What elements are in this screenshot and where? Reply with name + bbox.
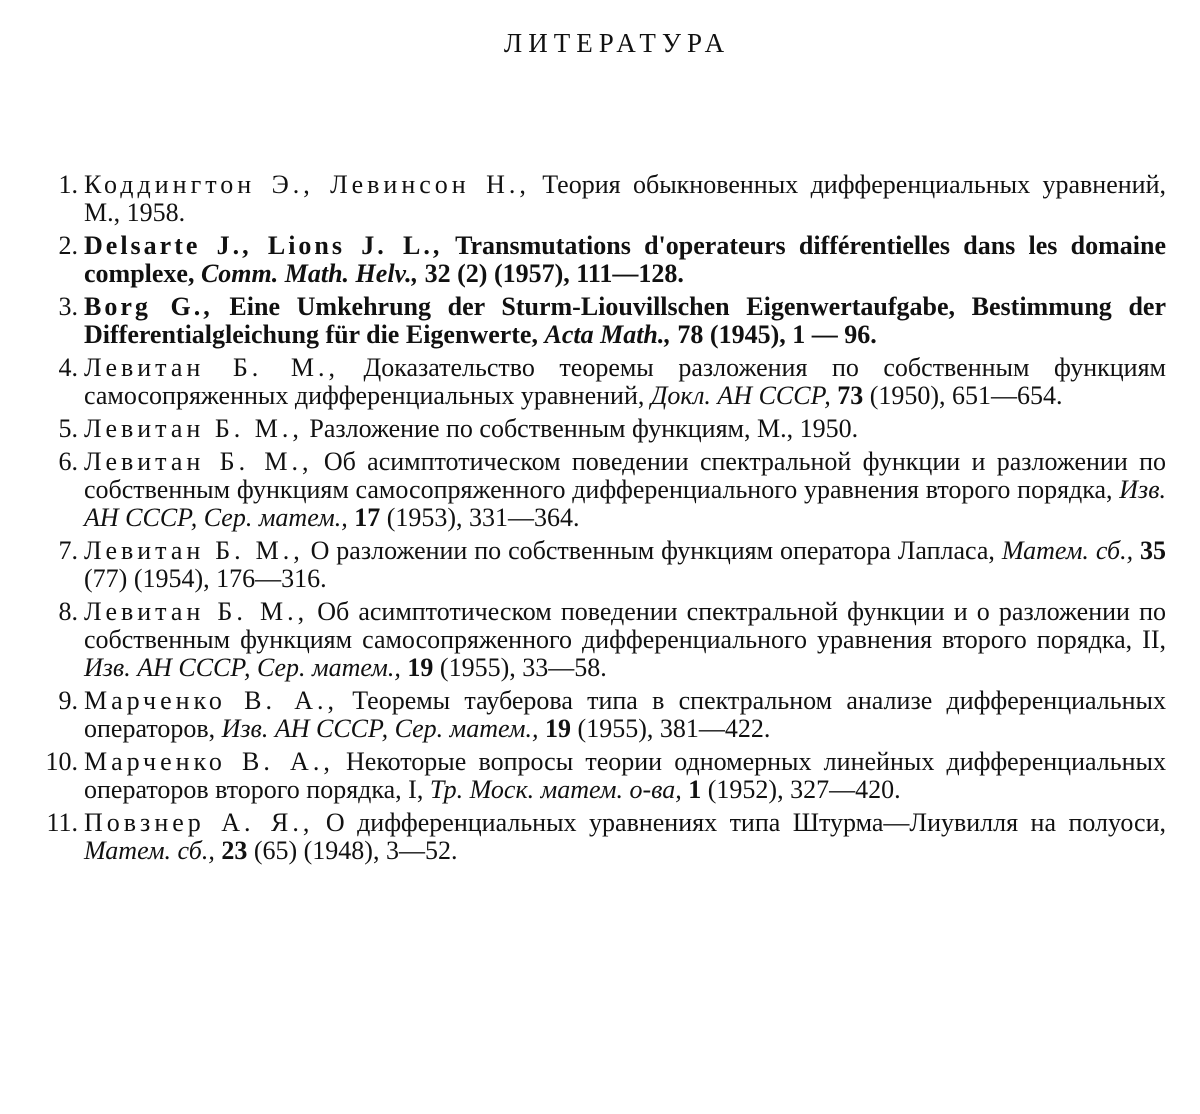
reference-volume: 78: [670, 320, 704, 349]
reference-source: Матем. сб.,: [84, 836, 215, 865]
reference-item: [28, 448, 1166, 532]
reference-item: [28, 293, 1166, 349]
reference-author: Левитан Б. М.,: [84, 536, 304, 565]
reference-body: [84, 354, 1166, 410]
reference-title: О дифференциальных уравнениях типа Штурма—Лиувилля на полуоси,: [313, 808, 1166, 837]
reference-body: [84, 809, 1166, 865]
reference-source: Acta Math.,: [544, 320, 671, 349]
reference-author: Левитан Б. М.,: [84, 353, 339, 382]
reference-item: [28, 354, 1166, 410]
reference-item: [28, 598, 1166, 682]
reference-title: Об асимптотическом поведении спектральной функции и о разложении по собственным функциям самосопряженного дифференциального уравнения второго порядка, II,: [84, 597, 1166, 654]
reference-title: О разложении по собственным функциям оператора Лапласа,: [303, 536, 1002, 565]
reference-pages: (1955), 33—58.: [433, 653, 607, 682]
reference-author: Левитан Б. М.,: [84, 447, 313, 476]
reference-author: Марченко В. А.,: [84, 686, 338, 715]
reference-volume: 19: [400, 653, 434, 682]
reference-source: Тр. Моск. матем. о-ва,: [429, 775, 682, 804]
reference-number: 1.: [58, 170, 78, 199]
reference-number: 11.: [46, 808, 78, 837]
reference-body: [84, 537, 1166, 593]
reference-item: [28, 748, 1166, 804]
page-title: ЛИТЕРАТУРА: [503, 28, 731, 58]
reference-item: [28, 687, 1166, 743]
reference-item: [28, 232, 1166, 288]
reference-body: [84, 171, 1166, 227]
reference-author: Марченко В. А.,: [84, 747, 334, 776]
reference-number: 6.: [58, 447, 78, 476]
reference-source: Матем. сб.,: [1001, 536, 1134, 565]
reference-volume: 1: [681, 775, 702, 804]
reference-volume: 17: [347, 503, 381, 532]
reference-title: Разложение по собственным функциям, М., 1950.: [302, 414, 859, 443]
reference-pages: (1952), 327—420.: [701, 775, 901, 804]
reference-source: Докл. АН СССР,: [650, 381, 831, 410]
reference-title: Некоторые вопросы теории одномерных линейных дифференциальных операторов второго порядка, I,: [84, 747, 1166, 804]
reference-pages: (1953), 331—364.: [380, 503, 580, 532]
reference-title: Доказательство теоремы разложения по собственным функциям самосопряженных дифференциальных уравнений,: [84, 353, 1166, 410]
reference-item: [28, 171, 1166, 227]
reference-title: Eine Umkehrung der Sturm-Liouvillschen Eigenwertaufgabe, Bestimmung der Differentialgleichung für die Eigenwerte,: [84, 292, 1166, 349]
reference-number: 5.: [58, 414, 78, 443]
reference-number: 8.: [58, 597, 78, 626]
reference-author: Borg G.,: [84, 292, 213, 321]
reference-body: [84, 748, 1166, 804]
reference-title: Теоремы тауберова типа в спектральном анализе дифференциальных операторов,: [84, 686, 1167, 743]
reference-title: Об асимптотическом поведении спектральной функции и разложении по собственным функциям самосопряженного дифференциального уравнения второго порядка,: [84, 447, 1166, 504]
reference-item: [28, 415, 1166, 443]
reference-body: [84, 598, 1166, 682]
reference-title: Теория обыкновенных дифференциальных уравнений, М., 1958.: [84, 170, 1166, 227]
reference-volume: 35: [1133, 536, 1167, 565]
reference-list: [28, 171, 1166, 865]
reference-author: Повзнер А. Я.,: [84, 808, 314, 837]
reference-author: Левитан Б. М.,: [84, 597, 309, 626]
reference-source: Изв. АН СССР, Сер. матем.,: [84, 653, 401, 682]
reference-body: [84, 232, 1166, 288]
reference-pages: (65) (1948), 3—52.: [247, 836, 458, 865]
reference-number: 7.: [58, 536, 78, 565]
reference-volume: 32: [418, 259, 451, 288]
reference-volume: 19: [538, 714, 572, 743]
reference-title: Transmutations d'operateurs différentielles dans les domaine complexe,: [84, 231, 1166, 288]
reference-volume: 23: [214, 836, 248, 865]
reference-pages: (2) (1957), 111—128.: [450, 259, 684, 288]
reference-body: [84, 293, 1166, 349]
reference-body: [84, 448, 1166, 532]
reference-pages: (77) (1954), 176—316.: [84, 564, 327, 593]
reference-source: Comm. Math. Helv.,: [200, 259, 419, 288]
reference-source: Изв. АН СССР, Сер. матем.,: [84, 475, 1166, 532]
reference-number: 9.: [58, 686, 78, 715]
reference-body: [84, 415, 1166, 443]
reference-number: 3.: [58, 292, 78, 321]
reference-author: Левитан Б. М.,: [84, 414, 303, 443]
reference-number: 2.: [58, 231, 78, 260]
reference-volume: 73: [830, 381, 864, 410]
reference-pages: (1945), 1 — 96.: [703, 320, 877, 349]
reference-pages: (1950), 651—654.: [863, 381, 1063, 410]
reference-author: Коддингтон Э., Левинсон Н.,: [84, 170, 530, 199]
reference-body: [84, 687, 1166, 743]
reference-number: 10.: [45, 747, 78, 776]
reference-item: [28, 809, 1166, 865]
reference-pages: (1955), 381—422.: [571, 714, 771, 743]
reference-author: Delsarte J., Lions J. L.,: [84, 231, 443, 260]
reference-number: 4.: [58, 353, 78, 382]
reference-item: [28, 537, 1166, 593]
reference-source: Изв. АН СССР, Сер. матем.,: [221, 714, 539, 743]
